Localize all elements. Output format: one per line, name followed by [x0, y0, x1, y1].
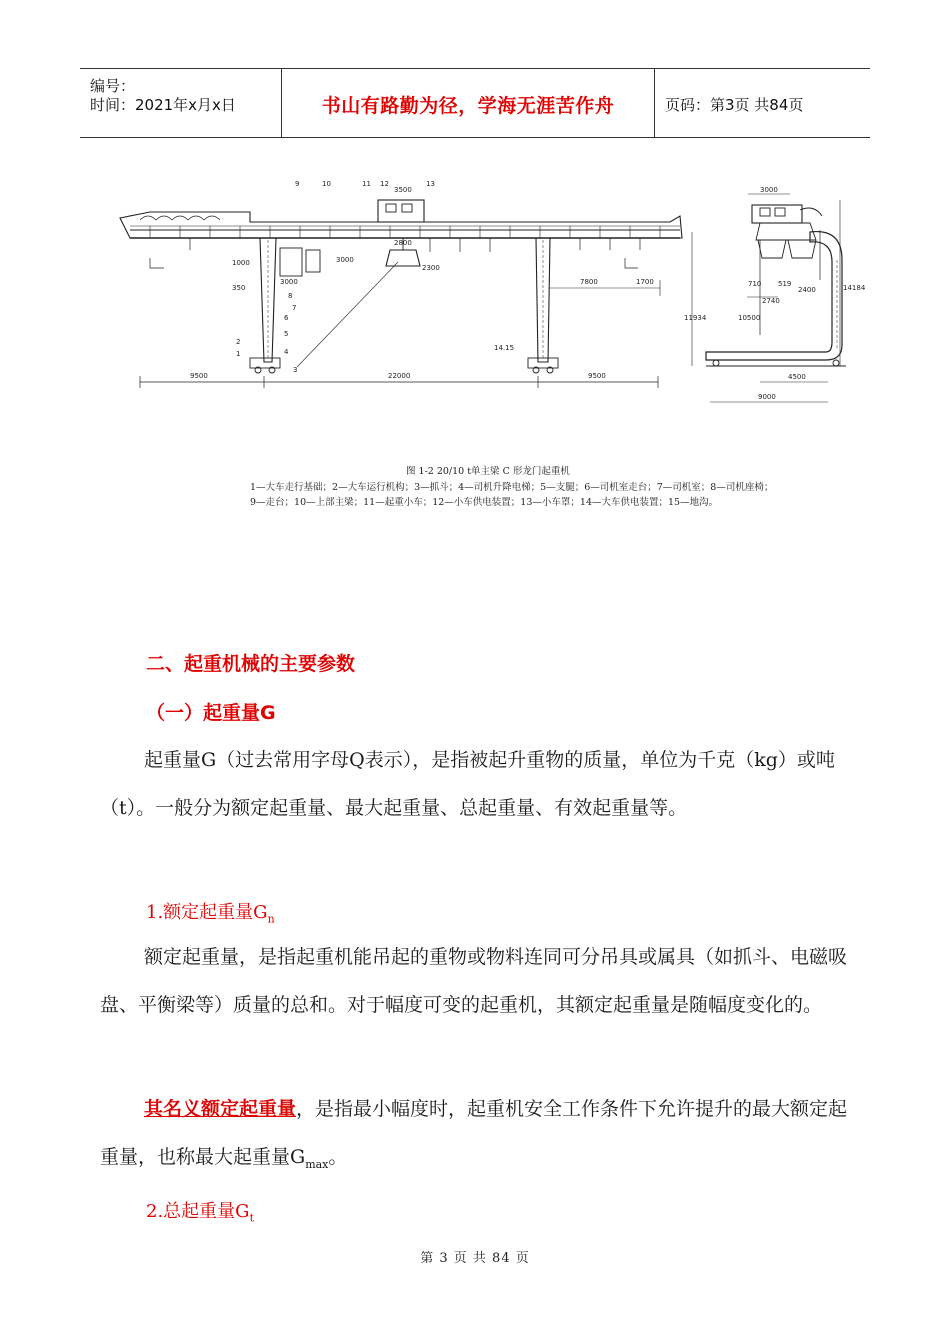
motto-text: 书山有路勤为径，学海无涯苦作舟	[321, 95, 615, 117]
section-title: 二、起重机械的主要参数	[146, 653, 356, 675]
item-rated-capacity	[146, 898, 275, 926]
paragraph-capacity-definition	[100, 736, 852, 832]
dim-2300: 2300	[422, 264, 440, 272]
dim-3000-a: 3000	[336, 256, 354, 264]
dim-9500-left: 9500	[190, 372, 208, 380]
callout-9: 9	[295, 180, 300, 188]
figure-caption-line1: 1—大车走行基础；2—大车运行机构；3—抓斗；4—司机升降电梯；5—支腿；6—司机室走台；7—司机室；8—司机座椅；	[250, 482, 774, 493]
callout-3: 3	[293, 366, 298, 374]
dim-1700: 1700	[636, 278, 654, 286]
nominal-capacity-subscript: max	[305, 1157, 329, 1171]
dim-2400: 2400	[798, 286, 816, 294]
item-total-capacity-text: 2.总起重量G	[146, 1201, 250, 1222]
paragraph-rated-capacity-text: 额定起重量，是指起重机能吊起的重物或物料连同可分吊具或属具（如抓斗、电磁吸盘、平衡梁等）质量的总和。对于幅度可变的起重机，其额定起重量是随幅度变化的。	[100, 946, 848, 1016]
number-label: 编号：	[90, 77, 136, 95]
figure-caption-title: 图 1-2 20/10 t单主梁 C 形龙门起重机	[406, 466, 570, 477]
callout-10: 10	[322, 180, 331, 188]
figure-caption-line2: 9—走台；10—上部主梁；11—起重小车；12—小车供电装置；13—小车罩；14—大车供电装置；15—地沟。	[250, 497, 719, 508]
item-rated-capacity-subscript: n	[267, 912, 275, 926]
dim-9000: 9000	[758, 393, 776, 401]
dim-710: 710	[748, 280, 762, 288]
page-footer: 第 3 页 共 84 页	[420, 1251, 530, 1266]
item-rated-capacity-text: 1.额定起重量G	[146, 902, 268, 923]
callout-5: 5	[284, 330, 289, 338]
dim-4500: 4500	[788, 373, 806, 381]
dim-3000-b: 3000	[280, 278, 298, 286]
paragraph-nominal-capacity	[100, 1085, 852, 1189]
header-info-cell	[80, 69, 282, 137]
subsection-title: （一）起重量G	[146, 702, 276, 724]
header-page-cell	[655, 69, 870, 137]
item-total-capacity-subscript: t	[249, 1211, 254, 1225]
dim-7800: 7800	[580, 278, 598, 286]
callout-13: 13	[426, 180, 435, 188]
dim-1000: 1000	[232, 259, 250, 267]
dim-3500: 3500	[394, 186, 412, 194]
nominal-capacity-emphasis: 其名义额定起重量	[144, 1098, 297, 1120]
header-motto-cell	[282, 69, 655, 137]
nominal-capacity-end: 。	[328, 1146, 348, 1168]
page-label: 页码：第3页 共84页	[665, 96, 804, 114]
dim-2740: 2740	[762, 297, 780, 305]
nominal-capacity-text: ，是指最小幅度时，起重机安全工作条件下允许提升的最大额定起重量，也称最大起重量G	[100, 1098, 848, 1168]
callout-11: 11	[362, 180, 371, 188]
dim-350: 350	[232, 284, 246, 292]
paragraph-capacity-definition-text: 起重量G（过去常用字母Q表示），是指被起升重物的质量，单位为千克（kg）或吨（t）。一般分为额定起重量、最大起重量、总起重量、有效起重量等。	[100, 749, 835, 819]
dim-9500-right: 9500	[588, 372, 606, 380]
dim-2800: 2800	[394, 239, 412, 247]
callout-6: 6	[284, 314, 289, 322]
callout-12: 12	[380, 180, 389, 188]
item-total-capacity	[146, 1197, 254, 1225]
dim-3000-side: 3000	[760, 186, 778, 194]
dim-10500: 10500	[738, 314, 761, 322]
callout-7: 7	[292, 304, 297, 312]
callout-4: 4	[284, 348, 289, 356]
document-header	[80, 68, 870, 138]
time-label: 时间：2021年x月x日	[90, 96, 236, 114]
dim-22000: 22000	[388, 372, 411, 380]
callout-8: 8	[288, 292, 293, 300]
callout-2: 2	[236, 338, 241, 346]
crane-figure	[110, 170, 866, 530]
callout-14-15: 14.15	[494, 344, 515, 352]
paragraph-rated-capacity	[100, 933, 852, 1029]
callout-1: 1	[236, 350, 241, 358]
dim-519: 519	[778, 280, 792, 288]
dim-14184: 14184	[843, 284, 866, 292]
dim-11934: 11934	[684, 314, 707, 322]
